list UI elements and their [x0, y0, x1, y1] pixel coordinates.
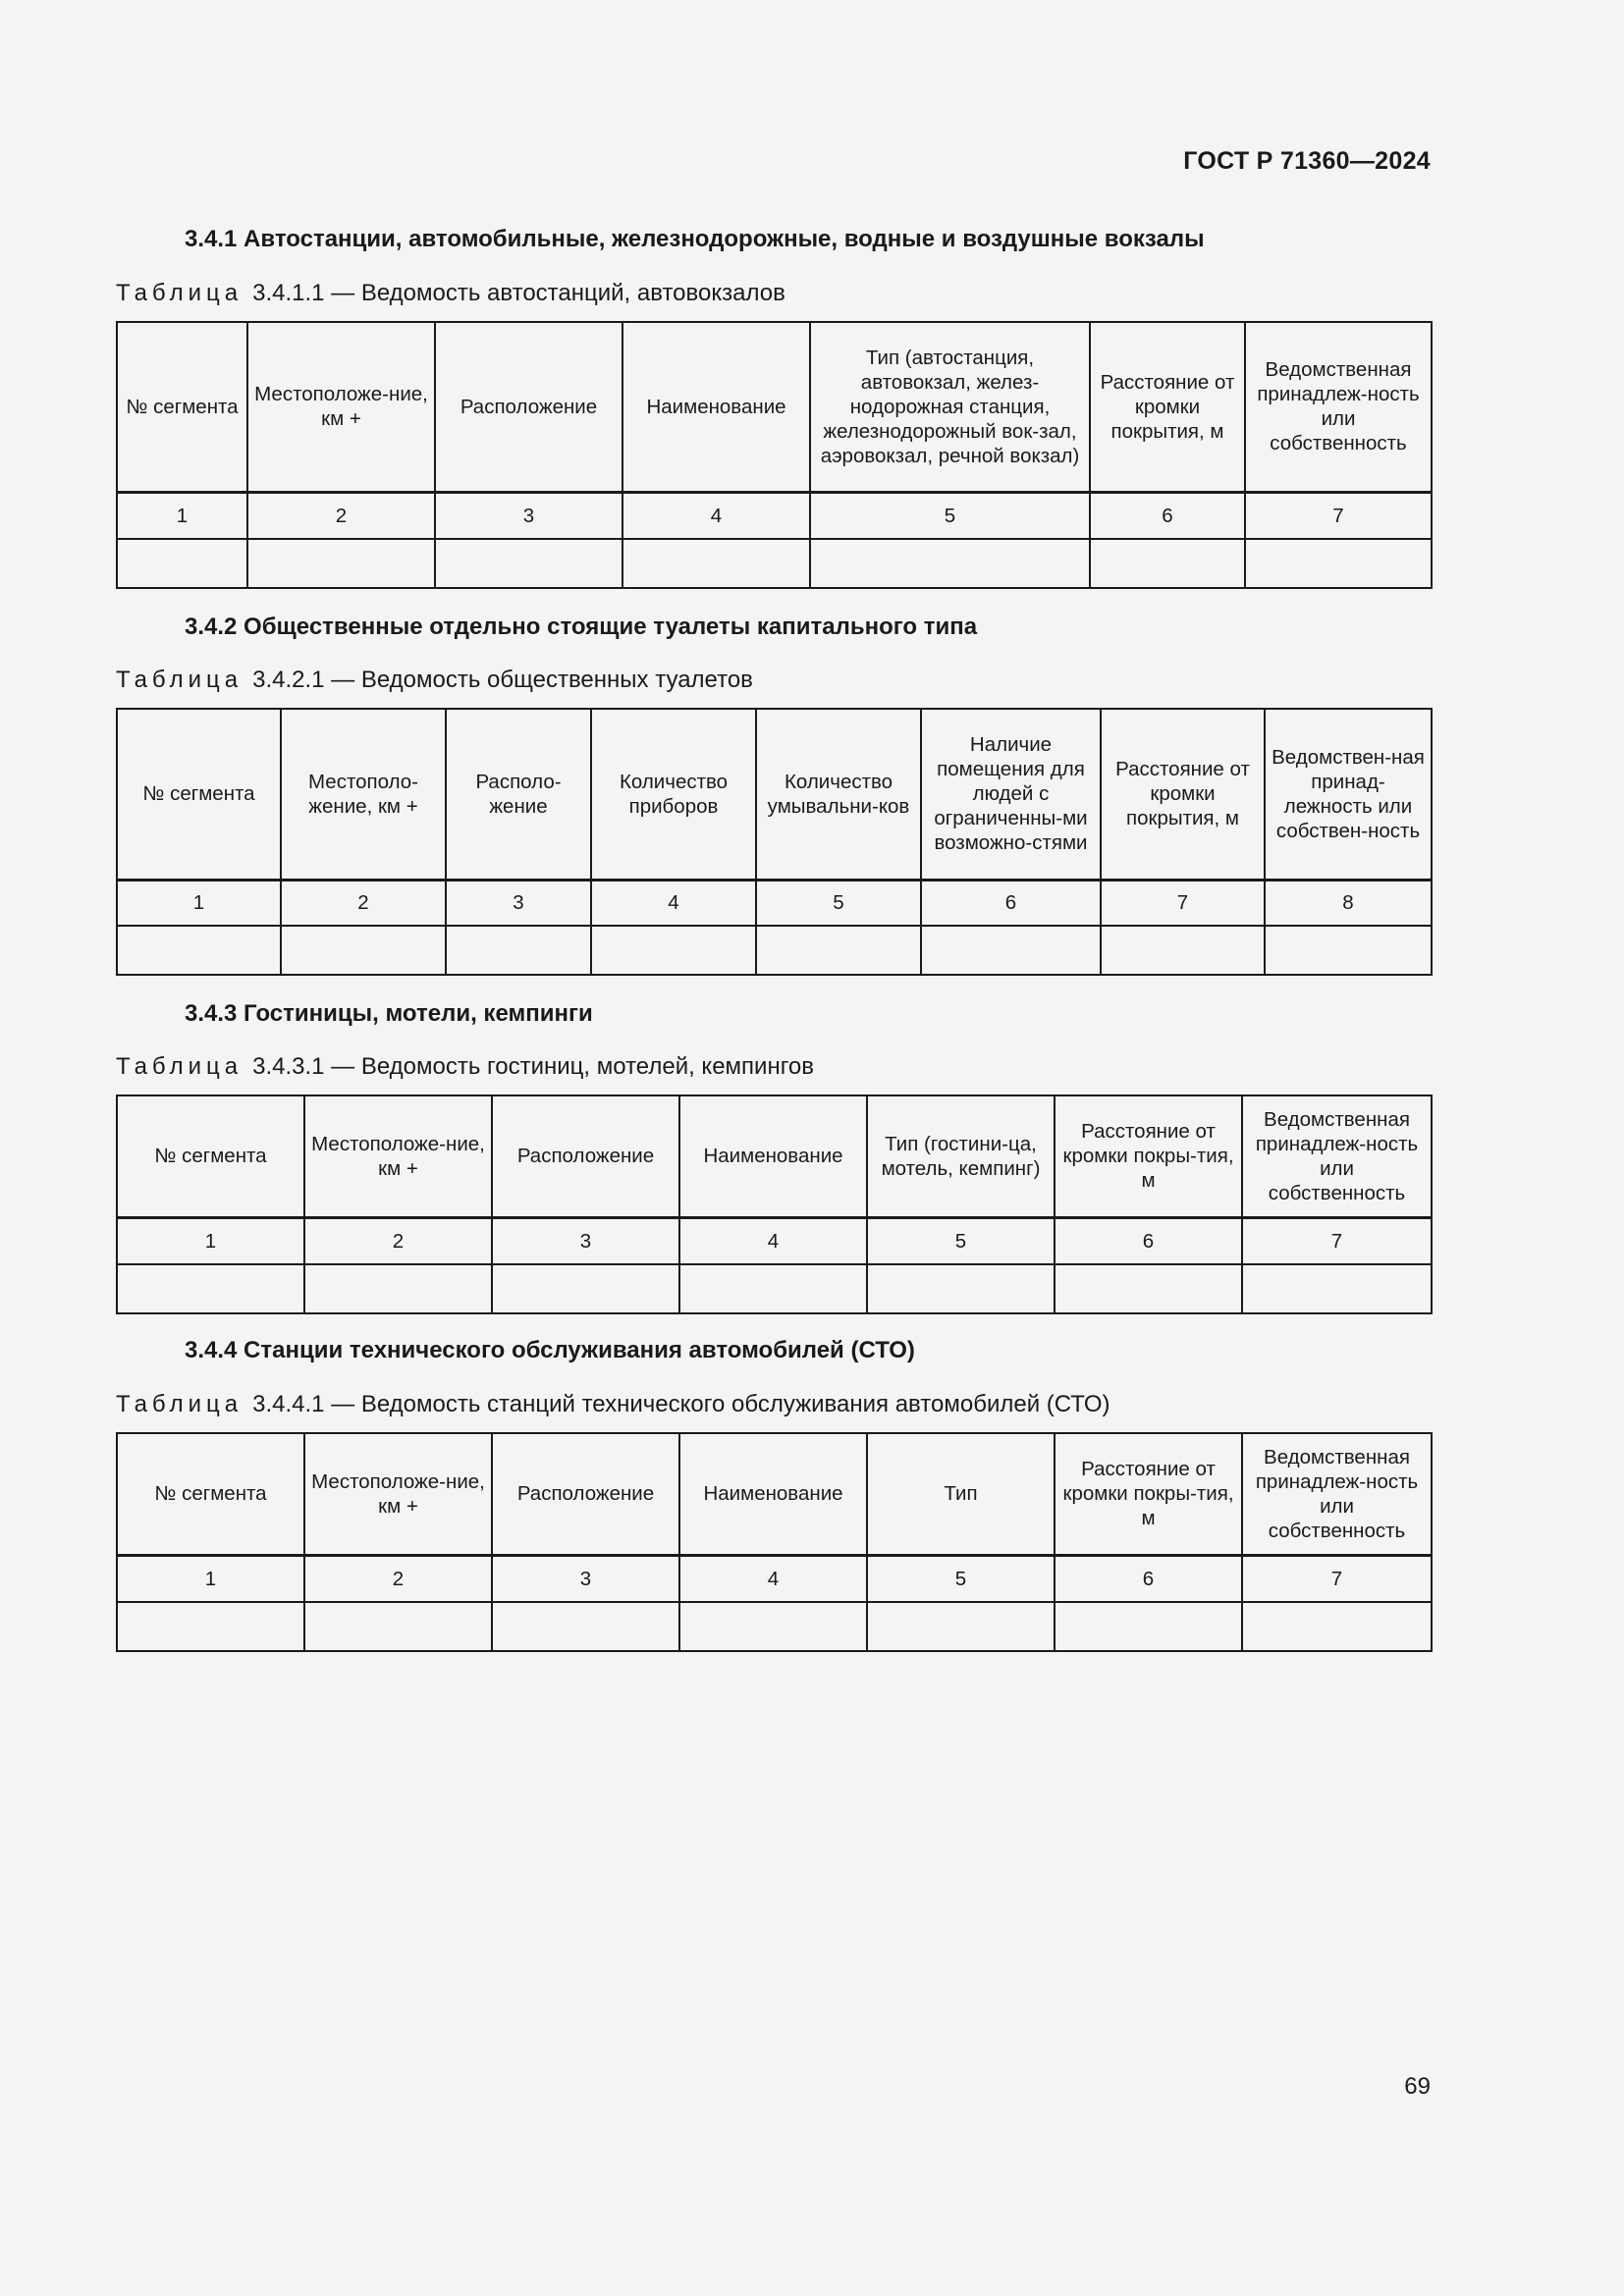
- empty-cell: [304, 1602, 492, 1651]
- table-header-row: [117, 1095, 1432, 1217]
- column-header: Расположение: [435, 322, 623, 492]
- column-number: 7: [1242, 1555, 1432, 1602]
- column-header: Тип (гостини-ца, мотель, кемпинг): [867, 1095, 1055, 1217]
- column-number-row: [117, 880, 1432, 926]
- caption-text: 3.4.1.1 — Ведомость автостанций, автовокзалов: [252, 280, 785, 306]
- empty-cell: [921, 926, 1101, 975]
- section-heading-3-4-2: 3.4.2 Общественные отдельно стоящие туалеты капитального типа: [185, 614, 978, 640]
- column-header: Ведомственная принадлеж-ность или собственность: [1242, 1095, 1432, 1217]
- column-header: Наименование: [623, 322, 810, 492]
- table-header-row: [117, 1433, 1432, 1555]
- empty-cell: [446, 926, 591, 975]
- empty-cell: [1242, 1602, 1432, 1651]
- empty-cell: [492, 1602, 679, 1651]
- caption-text: 3.4.4.1 — Ведомость станций технического обслуживания автомобилей (СТО): [252, 1391, 1110, 1417]
- document-code: ГОСТ Р 71360—2024: [1183, 147, 1431, 175]
- empty-cell: [1101, 926, 1265, 975]
- section-heading-3-4-3: 3.4.3 Гостиницы, мотели, кемпинги: [185, 1000, 593, 1027]
- column-header: Располо-жение: [446, 709, 591, 880]
- column-number: 7: [1245, 492, 1432, 539]
- empty-cell: [1242, 1264, 1432, 1313]
- empty-data-row: [117, 1602, 1432, 1651]
- column-header: Расположение: [492, 1095, 679, 1217]
- empty-cell: [1265, 926, 1432, 975]
- column-number: 4: [591, 880, 756, 926]
- table-hotels: [116, 1095, 1433, 1314]
- table-header-row: [117, 709, 1432, 880]
- caption-text: 3.4.3.1 — Ведомость гостиниц, мотелей, кемпингов: [252, 1053, 815, 1080]
- empty-data-row: [117, 1264, 1432, 1313]
- column-header: Тип: [867, 1433, 1055, 1555]
- column-header: Расстояние от кромки покры-тия, м: [1055, 1095, 1242, 1217]
- empty-cell: [117, 1264, 304, 1313]
- empty-cell: [304, 1264, 492, 1313]
- caption-word: Таблица: [116, 667, 244, 693]
- column-number: 1: [117, 492, 247, 539]
- empty-data-row: [117, 539, 1432, 588]
- column-number: 3: [446, 880, 591, 926]
- table-header-row: [117, 322, 1432, 492]
- column-header: Ведомственная принадлеж-ность или собственность: [1245, 322, 1432, 492]
- column-number: 1: [117, 880, 281, 926]
- column-number: 4: [679, 1555, 867, 1602]
- page-number: 69: [1404, 2073, 1431, 2100]
- column-number: 6: [1055, 1217, 1242, 1264]
- empty-cell: [281, 926, 446, 975]
- empty-cell: [435, 539, 623, 588]
- caption-text: 3.4.2.1 — Ведомость общественных туалетов: [252, 667, 753, 693]
- column-number: 6: [1055, 1555, 1242, 1602]
- column-header: № сегмента: [117, 1433, 304, 1555]
- column-header: Расстояние от кромки покрытия, м: [1101, 709, 1265, 880]
- column-number: 2: [247, 492, 435, 539]
- column-number: 5: [756, 880, 921, 926]
- table-public-toilets: [116, 708, 1433, 976]
- column-number: 3: [435, 492, 623, 539]
- column-header: Местоположе-ние, км +: [247, 322, 435, 492]
- column-number-row: [117, 1217, 1432, 1264]
- caption-word: Таблица: [116, 280, 244, 306]
- column-number: 6: [921, 880, 1101, 926]
- caption-word: Таблица: [116, 1053, 244, 1080]
- empty-cell: [1090, 539, 1245, 588]
- column-number: 2: [304, 1555, 492, 1602]
- column-header: Наличие помещения для людей с ограниченны-ми возможно-стями: [921, 709, 1101, 880]
- empty-cell: [756, 926, 921, 975]
- section-heading-3-4-1: 3.4.1 Автостанции, автомобильные, железнодорожные, водные и воздушные вокзалы: [185, 226, 1205, 252]
- column-header: Количество приборов: [591, 709, 756, 880]
- column-header: Наименование: [679, 1433, 867, 1555]
- column-header: Расстояние от кромки покры-тия, м: [1055, 1433, 1242, 1555]
- column-number: 3: [492, 1217, 679, 1264]
- column-number: 4: [623, 492, 810, 539]
- column-header: Расстояние от кромки покрытия, м: [1090, 322, 1245, 492]
- table-caption-3-4-3-1: [116, 1053, 814, 1081]
- column-number: 1: [117, 1217, 304, 1264]
- column-header: Наименование: [679, 1095, 867, 1217]
- empty-cell: [679, 1602, 867, 1651]
- empty-cell: [117, 539, 247, 588]
- column-number: 8: [1265, 880, 1432, 926]
- column-header: Ведомственная принадлеж-ность или собственность: [1242, 1433, 1432, 1555]
- empty-cell: [591, 926, 756, 975]
- column-number: 2: [304, 1217, 492, 1264]
- column-number: 5: [867, 1217, 1055, 1264]
- table-bus-stations: [116, 321, 1433, 589]
- column-number: 1: [117, 1555, 304, 1602]
- empty-cell: [117, 1602, 304, 1651]
- column-header: № сегмента: [117, 322, 247, 492]
- empty-cell: [247, 539, 435, 588]
- column-number: 5: [867, 1555, 1055, 1602]
- empty-cell: [867, 1264, 1055, 1313]
- column-number: 4: [679, 1217, 867, 1264]
- column-header: Местоположе-ние, км +: [304, 1095, 492, 1217]
- empty-cell: [867, 1602, 1055, 1651]
- empty-cell: [117, 926, 281, 975]
- empty-cell: [810, 539, 1090, 588]
- empty-cell: [1055, 1264, 1242, 1313]
- column-header: Местополо-жение, км +: [281, 709, 446, 880]
- empty-data-row: [117, 926, 1432, 975]
- table-caption-3-4-2-1: [116, 667, 753, 694]
- column-header: № сегмента: [117, 709, 281, 880]
- column-number: 3: [492, 1555, 679, 1602]
- column-number: 7: [1242, 1217, 1432, 1264]
- column-header: № сегмента: [117, 1095, 304, 1217]
- column-header: Тип (автостанция, автовокзал, желез-нодорожная станция, железнодорожный вок-зал, аэровокзал, речной вокзал): [810, 322, 1090, 492]
- empty-cell: [1055, 1602, 1242, 1651]
- column-number: 5: [810, 492, 1090, 539]
- table-service-stations: [116, 1432, 1433, 1652]
- empty-cell: [623, 539, 810, 588]
- column-header: Местоположе-ние, км +: [304, 1433, 492, 1555]
- empty-cell: [679, 1264, 867, 1313]
- column-header: Ведомствен-ная принад-лежность или собствен-ность: [1265, 709, 1432, 880]
- column-number-row: [117, 492, 1432, 539]
- empty-cell: [492, 1264, 679, 1313]
- table-caption-3-4-4-1: [116, 1391, 1110, 1418]
- column-header: Расположение: [492, 1433, 679, 1555]
- column-number: 7: [1101, 880, 1265, 926]
- column-header: Количество умывальни-ков: [756, 709, 921, 880]
- empty-cell: [1245, 539, 1432, 588]
- column-number: 6: [1090, 492, 1245, 539]
- column-number: 2: [281, 880, 446, 926]
- column-number-row: [117, 1555, 1432, 1602]
- table-caption-3-4-1-1: [116, 280, 785, 307]
- caption-word: Таблица: [116, 1391, 244, 1417]
- section-heading-3-4-4: 3.4.4 Станции технического обслуживания автомобилей (СТО): [185, 1337, 915, 1363]
